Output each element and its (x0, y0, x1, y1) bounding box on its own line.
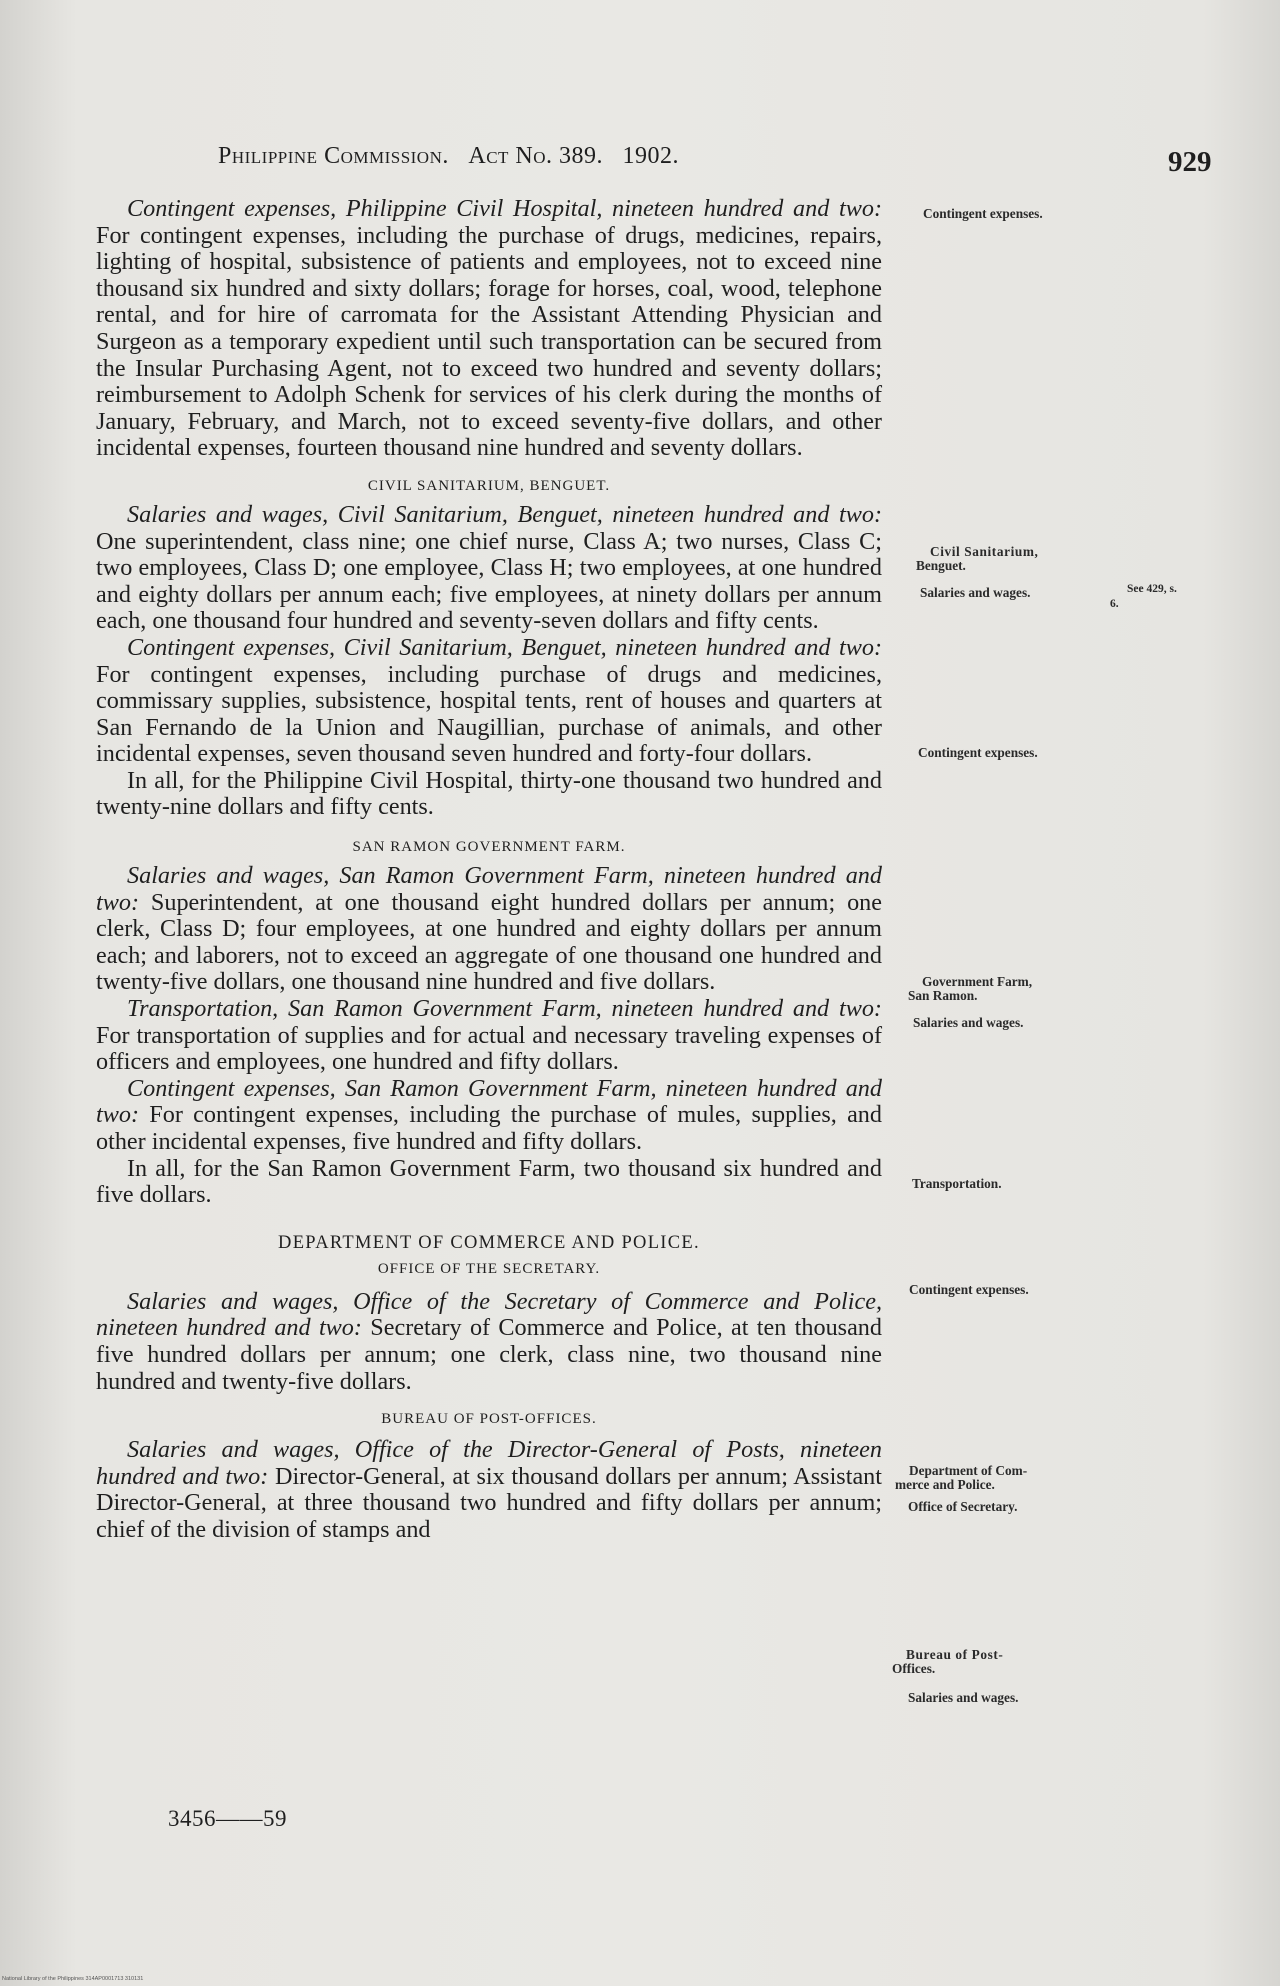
paragraph-body: Director-General, at six thousand dollars per annum; Assistant Director-General, at three thousand two hundred and fifty dollars per annum; chief of the division of stamps and (96, 1462, 882, 1543)
cross-reference-section: 6. (1110, 598, 1119, 610)
margin-note-line: Offices. (892, 1661, 936, 1676)
paragraph-lead: Contingent expenses, Philippine Civil Hospital, nineteen hundred and two: (127, 195, 882, 222)
cross-reference: See 429, s. (1127, 583, 1177, 595)
margin-note-line: Civil Sanitarium, (930, 544, 1039, 559)
margin-note-government-farm (908, 975, 1032, 1003)
margin-note-contingent-expenses: Contingent expenses. (923, 206, 1043, 221)
paragraph-sanitarium-contingent (96, 635, 882, 768)
paragraph-body: For contingent expenses, including the purchase of drugs, medicines, repairs, lighting of hospital, subsistence of patients and employees, not to exceed nine thousand six hundred and sixty dollars; forage for horses, coal, wood, telephone rental, and for hire of carromata for the Assistant Attending Physician and Surgeon as a temporary expedient until such transportation can be secured from the Insular Purchasing Agent, not to exceed two hundred and seventy dollars; reimbursement to Adolph Schenk for services of his clerk during the months of January, February, and March, not to exceed seventy-five dollars, and other incidental expenses, fourteen thousand nine hundred and seventy dollars. (96, 221, 882, 462)
margin-note-salaries-and-wages: Salaries and wages. (913, 1015, 1024, 1030)
paragraph-lead: Contingent expenses, Civil Sanitarium, Benguet, nineteen hundred and two: (127, 633, 882, 661)
margin-note-transportation: Transportation. (912, 1176, 1002, 1191)
paragraph-lead: Salaries and wages, San Ramon Government Farm, nineteen hundred and two: (96, 862, 882, 916)
heading-bureau-post-offices: BUREAU OF POST-OFFICES. (381, 1411, 597, 1428)
margin-note-department-commerce (895, 1464, 1027, 1492)
heading-san-ramon-farm: SAN RAMON GOVERNMENT FARM. (352, 839, 626, 856)
paragraph-lead: Salaries and wages, Office of the Director-General of Posts, nineteen hundred and two: (96, 1436, 882, 1490)
heading-civil-sanitarium: CIVIL SANITARIUM, BENGUET. (367, 477, 611, 494)
main-text (96, 196, 882, 1544)
margin-note-office-of-secretary: Office of Secretary. (908, 1499, 1018, 1514)
paragraph-lead: Salaries and wages, Office of the Secretary of Commerce and Police, nineteen hundred and two: (96, 1287, 882, 1342)
paragraph-body: For transportation of supplies and for actual and necessary traveling expenses of officers and employees, one hundred and fifty dollars. (96, 1021, 882, 1076)
paragraph-body: Secretary of Commerce and Police, at ten thousand five hundred dollars per annum; one clerk, class nine, two thousand nine hundred and twenty-five dollars. (96, 1314, 882, 1395)
heading-office-secretary: OFFICE OF THE SECRETARY. (377, 1260, 601, 1277)
heading-department-commerce-police: DEPARTMENT OF COMMERCE AND POLICE. (278, 1232, 700, 1253)
page-number: 929 (1168, 146, 1212, 178)
paragraph-hospital-contingent (96, 196, 882, 462)
margin-note-line: Department of Com- (909, 1463, 1028, 1478)
paragraph-lead: Contingent expenses, San Ramon Government Farm, nineteen hundred and two: (96, 1074, 882, 1129)
margin-note-salaries-and-wages: Salaries and wages. (908, 1690, 1019, 1705)
paragraph-lead: Transportation, San Ramon Government Farm, nineteen hundred and two: (127, 995, 882, 1023)
margin-note-civil-sanitarium (916, 545, 1038, 573)
paragraph-body: Superintendent, at one thousand eight hundred dollars per annum; one clerk, Class D; four employees, at one hundred and eighty dollars per annum each; and laborers, not to exceed an aggregate of one thousand one hundred and twenty-five dollars, one thousand nine hundred and five dollars. (96, 888, 882, 996)
paragraph-farm-transportation (96, 996, 882, 1076)
margin-note-line: merce and Police. (895, 1477, 995, 1492)
margin-note-salaries-and-wages: Salaries and wages. (920, 585, 1031, 600)
margin-note-line: San Ramon. (908, 988, 978, 1003)
scan-footer: National Library of the Philippines 314AP0001713 310131 (2, 1976, 144, 1982)
paragraph-farm-contingent (96, 1076, 882, 1156)
paragraph-body: For contingent expenses, including the purchase of mules, supplies, and other incidental expenses, five hundred and fifty dollars. (96, 1101, 882, 1155)
printer-signature-mark: 3456——59 (168, 1806, 287, 1831)
paragraph-body: For contingent expenses, including purchase of drugs and medicines, commissary supplies, subsistence, hospital tents, rent of houses and quarters at San Fernando de la Union and Naugillian, purchase of animals, and other incidental expenses, seven thousand seven hundred and forty-four dollars. (96, 660, 882, 768)
paragraph-posts-salaries (96, 1437, 882, 1543)
header-title: Philippine Commission. (218, 143, 449, 169)
margin-note-contingent-expenses: Contingent expenses. (909, 1282, 1029, 1297)
margin-note-line: Bureau of Post- (906, 1647, 1004, 1662)
paragraph-farm-salaries (96, 863, 882, 996)
header-year: 1902. (622, 143, 680, 169)
header-act: Act No. 389. (468, 143, 604, 169)
paragraph-sanitarium-salaries (96, 502, 882, 635)
paragraph-hospital-total: In all, for the Philippine Civil Hospital, thirty-one thousand two hundred and twenty-nine dollars and fifty cents. (96, 766, 882, 821)
paragraph-body: One superintendent, class nine; one chief nurse, Class A; two nurses, Class C; two employees, Class D; one employee, Class H; two employees, at one hundred and eighty dollars per annum each; five employees, at ninety dollars per annum each, one thousand four hundred and seventy-seven dollars and fifty cents. (96, 527, 882, 635)
running-header (218, 143, 679, 170)
margin-note-contingent-expenses: Contingent expenses. (918, 745, 1038, 760)
paragraph-secretary-salaries (96, 1289, 882, 1395)
paragraph-lead: Salaries and wages, Civil Sanitarium, Benguet, nineteen hundred and two: (127, 500, 882, 528)
margin-note-line: Government Farm, (922, 974, 1033, 989)
paragraph-farm-total: In all, for the San Ramon Government Farm, two thousand six hundred and five dollars. (96, 1154, 882, 1209)
margin-note-bureau-post-offices (892, 1648, 1003, 1676)
margin-note-line: Benguet. (916, 558, 966, 573)
